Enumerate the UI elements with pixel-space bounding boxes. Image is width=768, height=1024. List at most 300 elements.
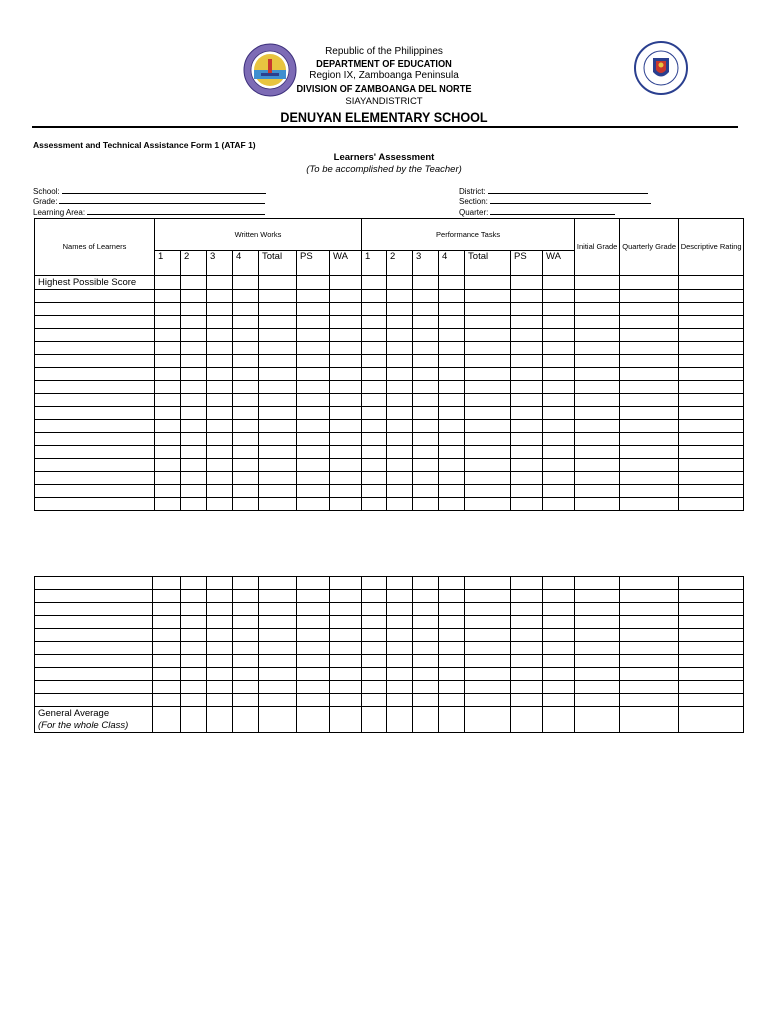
score-cell[interactable]: [413, 472, 439, 485]
score-cell[interactable]: [362, 655, 387, 668]
score-cell[interactable]: [575, 433, 620, 446]
quarter-blank[interactable]: [490, 207, 615, 215]
score-cell[interactable]: [543, 472, 575, 485]
score-cell[interactable]: [259, 498, 297, 511]
score-cell[interactable]: [181, 577, 207, 590]
score-cell[interactable]: [181, 707, 207, 733]
score-cell[interactable]: [207, 694, 233, 707]
score-cell[interactable]: [387, 629, 413, 642]
score-cell[interactable]: [439, 681, 465, 694]
score-cell[interactable]: [620, 642, 679, 655]
score-cell[interactable]: [679, 290, 744, 303]
score-cell[interactable]: [362, 485, 387, 498]
score-cell[interactable]: [259, 603, 297, 616]
score-cell[interactable]: [207, 498, 233, 511]
score-cell[interactable]: [575, 616, 620, 629]
score-cell[interactable]: [181, 316, 207, 329]
score-cell[interactable]: [413, 329, 439, 342]
score-cell[interactable]: [511, 420, 543, 433]
score-cell[interactable]: [207, 629, 233, 642]
score-cell[interactable]: [511, 355, 543, 368]
score-cell[interactable]: [511, 368, 543, 381]
score-cell[interactable]: [387, 681, 413, 694]
score-cell[interactable]: [679, 668, 744, 681]
score-cell[interactable]: [439, 290, 465, 303]
score-cell[interactable]: [153, 577, 181, 590]
score-cell[interactable]: [543, 368, 575, 381]
score-cell[interactable]: [155, 329, 181, 342]
score-cell[interactable]: [413, 407, 439, 420]
score-cell[interactable]: [207, 329, 233, 342]
score-cell[interactable]: [181, 485, 207, 498]
learner-name-cell[interactable]: [35, 642, 153, 655]
score-cell[interactable]: [439, 485, 465, 498]
score-cell[interactable]: [620, 303, 679, 316]
score-cell[interactable]: [330, 485, 362, 498]
score-cell[interactable]: [679, 655, 744, 668]
score-cell[interactable]: [679, 459, 744, 472]
score-cell[interactable]: [362, 303, 387, 316]
score-cell[interactable]: [439, 394, 465, 407]
score-cell[interactable]: [575, 303, 620, 316]
score-cell[interactable]: [575, 498, 620, 511]
score-cell[interactable]: [233, 316, 259, 329]
score-cell[interactable]: [259, 629, 297, 642]
score-cell[interactable]: [620, 407, 679, 420]
score-cell[interactable]: [439, 603, 465, 616]
score-cell[interactable]: [575, 694, 620, 707]
score-cell[interactable]: [620, 355, 679, 368]
score-cell[interactable]: [330, 681, 362, 694]
score-cell[interactable]: [679, 590, 744, 603]
score-cell[interactable]: [297, 681, 330, 694]
score-cell[interactable]: [465, 459, 511, 472]
score-cell[interactable]: [465, 472, 511, 485]
score-cell[interactable]: [511, 707, 543, 733]
score-cell[interactable]: [297, 342, 330, 355]
score-cell[interactable]: [181, 603, 207, 616]
score-cell[interactable]: [679, 407, 744, 420]
score-cell[interactable]: [181, 355, 207, 368]
score-cell[interactable]: [181, 394, 207, 407]
score-cell[interactable]: [465, 368, 511, 381]
learner-name-cell[interactable]: [35, 577, 153, 590]
score-cell[interactable]: [387, 603, 413, 616]
score-cell[interactable]: [413, 290, 439, 303]
score-cell[interactable]: [413, 485, 439, 498]
score-cell[interactable]: [465, 603, 511, 616]
score-cell[interactable]: [155, 316, 181, 329]
score-cell[interactable]: [679, 276, 744, 290]
learner-name-cell[interactable]: [35, 485, 155, 498]
score-cell[interactable]: [362, 694, 387, 707]
score-cell[interactable]: [413, 433, 439, 446]
score-cell[interactable]: [413, 446, 439, 459]
score-cell[interactable]: [543, 355, 575, 368]
score-cell[interactable]: [362, 707, 387, 733]
learner-name-cell[interactable]: [35, 629, 153, 642]
score-cell[interactable]: [387, 498, 413, 511]
score-cell[interactable]: [233, 290, 259, 303]
score-cell[interactable]: [543, 694, 575, 707]
score-cell[interactable]: [297, 355, 330, 368]
score-cell[interactable]: [413, 381, 439, 394]
score-cell[interactable]: [330, 707, 362, 733]
score-cell[interactable]: [543, 276, 575, 290]
score-cell[interactable]: [233, 472, 259, 485]
score-cell[interactable]: [155, 394, 181, 407]
score-cell[interactable]: [259, 472, 297, 485]
score-cell[interactable]: [207, 420, 233, 433]
score-cell[interactable]: [413, 603, 439, 616]
section-blank[interactable]: [490, 196, 651, 204]
score-cell[interactable]: [511, 616, 543, 629]
score-cell[interactable]: [259, 590, 297, 603]
score-cell[interactable]: [465, 420, 511, 433]
score-cell[interactable]: [465, 694, 511, 707]
score-cell[interactable]: [413, 276, 439, 290]
score-cell[interactable]: [259, 368, 297, 381]
score-cell[interactable]: [155, 342, 181, 355]
score-cell[interactable]: [575, 407, 620, 420]
score-cell[interactable]: [153, 616, 181, 629]
score-cell[interactable]: [233, 394, 259, 407]
score-cell[interactable]: [207, 355, 233, 368]
score-cell[interactable]: [387, 276, 413, 290]
score-cell[interactable]: [181, 629, 207, 642]
score-cell[interactable]: [207, 577, 233, 590]
score-cell[interactable]: [511, 694, 543, 707]
score-cell[interactable]: [297, 290, 330, 303]
score-cell[interactable]: [233, 342, 259, 355]
score-cell[interactable]: [575, 707, 620, 733]
score-cell[interactable]: [465, 316, 511, 329]
score-cell[interactable]: [620, 616, 679, 629]
score-cell[interactable]: [330, 433, 362, 446]
score-cell[interactable]: [362, 381, 387, 394]
grade-field[interactable]: [33, 196, 265, 206]
score-cell[interactable]: [679, 498, 744, 511]
score-cell[interactable]: [330, 642, 362, 655]
score-cell[interactable]: [413, 668, 439, 681]
score-cell[interactable]: [465, 629, 511, 642]
score-cell[interactable]: [207, 368, 233, 381]
score-cell[interactable]: [543, 394, 575, 407]
score-cell[interactable]: [465, 276, 511, 290]
score-cell[interactable]: [543, 459, 575, 472]
score-cell[interactable]: [259, 577, 297, 590]
score-cell[interactable]: [297, 629, 330, 642]
score-cell[interactable]: [233, 694, 259, 707]
district-blank[interactable]: [488, 186, 648, 194]
learner-name-cell[interactable]: [35, 290, 155, 303]
score-cell[interactable]: [511, 681, 543, 694]
score-cell[interactable]: [575, 590, 620, 603]
score-cell[interactable]: [181, 276, 207, 290]
score-cell[interactable]: [387, 420, 413, 433]
score-cell[interactable]: [155, 433, 181, 446]
score-cell[interactable]: [233, 368, 259, 381]
score-cell[interactable]: [465, 642, 511, 655]
score-cell[interactable]: [465, 485, 511, 498]
score-cell[interactable]: [620, 394, 679, 407]
score-cell[interactable]: [679, 368, 744, 381]
score-cell[interactable]: [465, 303, 511, 316]
score-cell[interactable]: [620, 276, 679, 290]
score-cell[interactable]: [543, 577, 575, 590]
score-cell[interactable]: [413, 590, 439, 603]
score-cell[interactable]: [155, 290, 181, 303]
score-cell[interactable]: [620, 603, 679, 616]
score-cell[interactable]: [387, 655, 413, 668]
score-cell[interactable]: [620, 681, 679, 694]
score-cell[interactable]: [439, 433, 465, 446]
score-cell[interactable]: [679, 694, 744, 707]
score-cell[interactable]: [511, 629, 543, 642]
score-cell[interactable]: [575, 603, 620, 616]
score-cell[interactable]: [543, 433, 575, 446]
score-cell[interactable]: [362, 368, 387, 381]
score-cell[interactable]: [330, 329, 362, 342]
score-cell[interactable]: [362, 433, 387, 446]
score-cell[interactable]: [511, 498, 543, 511]
learner-name-cell[interactable]: [35, 368, 155, 381]
score-cell[interactable]: [465, 577, 511, 590]
score-cell[interactable]: [543, 681, 575, 694]
score-cell[interactable]: [297, 433, 330, 446]
score-cell[interactable]: [181, 303, 207, 316]
score-cell[interactable]: [439, 276, 465, 290]
score-cell[interactable]: [233, 433, 259, 446]
score-cell[interactable]: [155, 485, 181, 498]
score-cell[interactable]: [387, 355, 413, 368]
score-cell[interactable]: [543, 381, 575, 394]
score-cell[interactable]: [465, 329, 511, 342]
score-cell[interactable]: [387, 642, 413, 655]
score-cell[interactable]: [543, 616, 575, 629]
learner-name-cell[interactable]: [35, 655, 153, 668]
score-cell[interactable]: [233, 590, 259, 603]
score-cell[interactable]: [413, 394, 439, 407]
score-cell[interactable]: [413, 498, 439, 511]
learner-name-cell[interactable]: [35, 316, 155, 329]
score-cell[interactable]: [387, 342, 413, 355]
score-cell[interactable]: [181, 655, 207, 668]
learning-area-blank[interactable]: [87, 207, 265, 215]
score-cell[interactable]: [511, 290, 543, 303]
score-cell[interactable]: [259, 381, 297, 394]
score-cell[interactable]: [413, 303, 439, 316]
score-cell[interactable]: [620, 577, 679, 590]
score-cell[interactable]: [465, 681, 511, 694]
score-cell[interactable]: [439, 707, 465, 733]
score-cell[interactable]: [207, 276, 233, 290]
score-cell[interactable]: [575, 368, 620, 381]
score-cell[interactable]: [259, 407, 297, 420]
score-cell[interactable]: [413, 629, 439, 642]
score-cell[interactable]: [153, 707, 181, 733]
score-cell[interactable]: [439, 342, 465, 355]
score-cell[interactable]: [511, 342, 543, 355]
score-cell[interactable]: [543, 446, 575, 459]
score-cell[interactable]: [233, 498, 259, 511]
score-cell[interactable]: [439, 355, 465, 368]
score-cell[interactable]: [297, 603, 330, 616]
learner-name-cell[interactable]: [35, 694, 153, 707]
score-cell[interactable]: [387, 407, 413, 420]
learner-name-cell[interactable]: [35, 459, 155, 472]
score-cell[interactable]: [259, 276, 297, 290]
score-cell[interactable]: [233, 681, 259, 694]
learner-name-cell[interactable]: [35, 498, 155, 511]
score-cell[interactable]: [575, 668, 620, 681]
score-cell[interactable]: [439, 577, 465, 590]
score-cell[interactable]: [297, 590, 330, 603]
score-cell[interactable]: [387, 329, 413, 342]
score-cell[interactable]: [511, 276, 543, 290]
score-cell[interactable]: [387, 668, 413, 681]
score-cell[interactable]: [155, 355, 181, 368]
score-cell[interactable]: [439, 316, 465, 329]
score-cell[interactable]: [465, 446, 511, 459]
score-cell[interactable]: [439, 472, 465, 485]
score-cell[interactable]: [155, 407, 181, 420]
score-cell[interactable]: [439, 694, 465, 707]
score-cell[interactable]: [620, 485, 679, 498]
score-cell[interactable]: [233, 629, 259, 642]
score-cell[interactable]: [413, 577, 439, 590]
score-cell[interactable]: [330, 459, 362, 472]
score-cell[interactable]: [233, 303, 259, 316]
learner-name-cell[interactable]: [35, 446, 155, 459]
score-cell[interactable]: [207, 316, 233, 329]
score-cell[interactable]: [297, 577, 330, 590]
score-cell[interactable]: [511, 303, 543, 316]
score-cell[interactable]: [439, 459, 465, 472]
score-cell[interactable]: [207, 394, 233, 407]
score-cell[interactable]: [413, 368, 439, 381]
score-cell[interactable]: [575, 316, 620, 329]
score-cell[interactable]: [543, 707, 575, 733]
score-cell[interactable]: [511, 329, 543, 342]
score-cell[interactable]: [297, 616, 330, 629]
score-cell[interactable]: [155, 276, 181, 290]
score-cell[interactable]: [233, 642, 259, 655]
score-cell[interactable]: [362, 355, 387, 368]
score-cell[interactable]: [620, 590, 679, 603]
score-cell[interactable]: [575, 342, 620, 355]
score-cell[interactable]: [620, 498, 679, 511]
score-cell[interactable]: [575, 420, 620, 433]
score-cell[interactable]: [620, 707, 679, 733]
score-cell[interactable]: [620, 668, 679, 681]
score-cell[interactable]: [362, 590, 387, 603]
score-cell[interactable]: [233, 616, 259, 629]
score-cell[interactable]: [543, 668, 575, 681]
score-cell[interactable]: [297, 329, 330, 342]
score-cell[interactable]: [679, 629, 744, 642]
score-cell[interactable]: [207, 472, 233, 485]
score-cell[interactable]: [330, 590, 362, 603]
score-cell[interactable]: [679, 681, 744, 694]
score-cell[interactable]: [362, 420, 387, 433]
score-cell[interactable]: [362, 329, 387, 342]
score-cell[interactable]: [153, 681, 181, 694]
score-cell[interactable]: [297, 642, 330, 655]
score-cell[interactable]: [181, 616, 207, 629]
score-cell[interactable]: [679, 642, 744, 655]
score-cell[interactable]: [465, 355, 511, 368]
score-cell[interactable]: [511, 485, 543, 498]
score-cell[interactable]: [387, 577, 413, 590]
score-cell[interactable]: [679, 381, 744, 394]
score-cell[interactable]: [679, 707, 744, 733]
score-cell[interactable]: [330, 368, 362, 381]
score-cell[interactable]: [620, 342, 679, 355]
score-cell[interactable]: [387, 290, 413, 303]
score-cell[interactable]: [387, 707, 413, 733]
score-cell[interactable]: [362, 681, 387, 694]
score-cell[interactable]: [259, 420, 297, 433]
score-cell[interactable]: [297, 446, 330, 459]
score-cell[interactable]: [207, 681, 233, 694]
score-cell[interactable]: [465, 394, 511, 407]
score-cell[interactable]: [511, 459, 543, 472]
score-cell[interactable]: [511, 590, 543, 603]
score-cell[interactable]: [153, 694, 181, 707]
learner-name-cell[interactable]: [35, 472, 155, 485]
score-cell[interactable]: [413, 707, 439, 733]
score-cell[interactable]: [181, 433, 207, 446]
score-cell[interactable]: [330, 381, 362, 394]
score-cell[interactable]: [259, 459, 297, 472]
score-cell[interactable]: [207, 642, 233, 655]
score-cell[interactable]: [181, 642, 207, 655]
score-cell[interactable]: [181, 498, 207, 511]
score-cell[interactable]: [259, 668, 297, 681]
score-cell[interactable]: [465, 707, 511, 733]
score-cell[interactable]: [387, 485, 413, 498]
score-cell[interactable]: [543, 407, 575, 420]
score-cell[interactable]: [233, 707, 259, 733]
score-cell[interactable]: [362, 603, 387, 616]
score-cell[interactable]: [362, 459, 387, 472]
score-cell[interactable]: [207, 459, 233, 472]
score-cell[interactable]: [679, 616, 744, 629]
section-field[interactable]: [459, 196, 651, 206]
score-cell[interactable]: [297, 485, 330, 498]
score-cell[interactable]: [439, 407, 465, 420]
score-cell[interactable]: [207, 485, 233, 498]
score-cell[interactable]: [511, 433, 543, 446]
score-cell[interactable]: [620, 655, 679, 668]
score-cell[interactable]: [153, 668, 181, 681]
score-cell[interactable]: [233, 485, 259, 498]
score-cell[interactable]: [387, 368, 413, 381]
score-cell[interactable]: [362, 472, 387, 485]
score-cell[interactable]: [679, 433, 744, 446]
score-cell[interactable]: [679, 446, 744, 459]
score-cell[interactable]: [233, 329, 259, 342]
score-cell[interactable]: [679, 355, 744, 368]
score-cell[interactable]: [233, 655, 259, 668]
score-cell[interactable]: [387, 381, 413, 394]
score-cell[interactable]: [439, 303, 465, 316]
score-cell[interactable]: [259, 329, 297, 342]
score-cell[interactable]: [575, 446, 620, 459]
score-cell[interactable]: [155, 381, 181, 394]
score-cell[interactable]: [233, 446, 259, 459]
